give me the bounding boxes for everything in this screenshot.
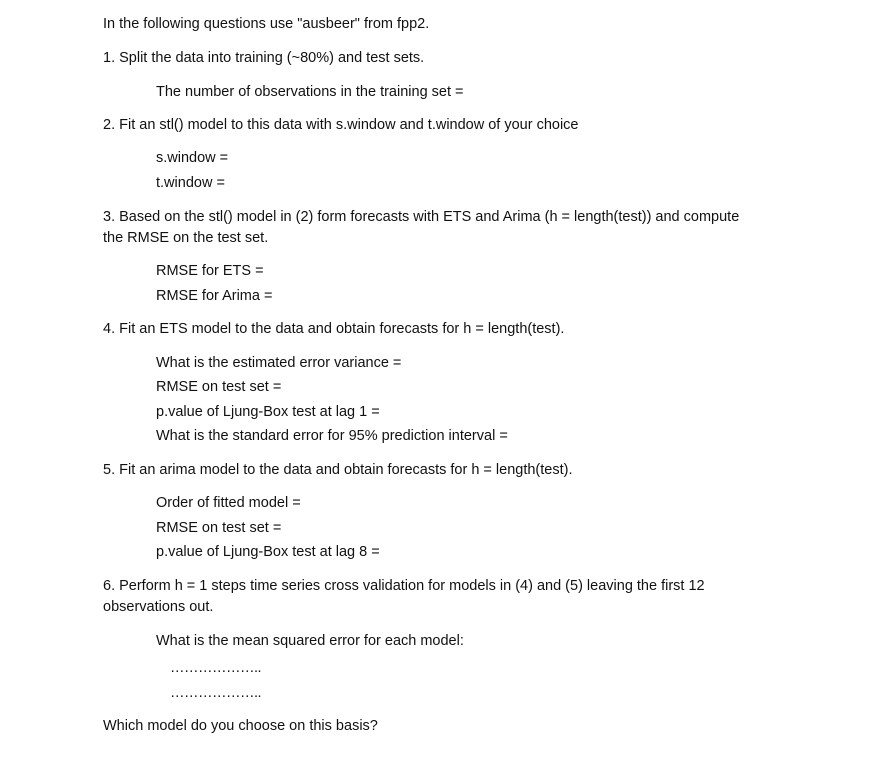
answer-blank: ……………….. <box>170 685 262 701</box>
question-2-title: 2. Fit an stl() model to this data with s.window and t.window of your choice <box>103 117 579 133</box>
question-4-item: What is the standard error for 95% prediction interval = <box>156 428 508 444</box>
question-6-item: What is the mean squared error for each model: <box>156 633 464 649</box>
question-1-title: 1. Split the data into training (~80%) and test sets. <box>103 50 425 66</box>
question-4-item: What is the estimated error variance = <box>156 355 402 371</box>
closing-question: Which model do you choose on this basis? <box>103 718 378 734</box>
question-6-title-line2: observations out. <box>103 599 214 615</box>
question-4-title: 4. Fit an ETS model to the data and obtain forecasts for h = length(test). <box>103 321 565 337</box>
question-6-title-line1: 6. Perform h = 1 steps time series cross validation for models in (4) and (5) leaving the first 12 <box>103 578 705 594</box>
question-4-item: RMSE on test set = <box>156 379 282 395</box>
question-2-item: t.window = <box>156 175 225 191</box>
question-3-item: RMSE for ETS = <box>156 263 264 279</box>
intro-text: In the following questions use "ausbeer" from fpp2. <box>103 16 430 32</box>
question-3-title-line2: the RMSE on the test set. <box>103 230 269 246</box>
question-5-title: 5. Fit an arima model to the data and obtain forecasts for h = length(test). <box>103 462 573 478</box>
question-5-item: Order of fitted model = <box>156 495 301 511</box>
question-5-item: RMSE on test set = <box>156 520 282 536</box>
question-3-item: RMSE for Arima = <box>156 288 273 304</box>
question-5-item: p.value of Ljung-Box test at lag 8 = <box>156 544 380 560</box>
question-3-title-line1: 3. Based on the stl() model in (2) form forecasts with ETS and Arima (h = length(test)) and compute <box>103 209 740 225</box>
question-2-item: s.window = <box>156 150 229 166</box>
answer-blank: ……………….. <box>170 660 262 676</box>
question-1-item: The number of observations in the training set = <box>156 84 464 100</box>
question-4-item: p.value of Ljung-Box test at lag 1 = <box>156 404 380 420</box>
